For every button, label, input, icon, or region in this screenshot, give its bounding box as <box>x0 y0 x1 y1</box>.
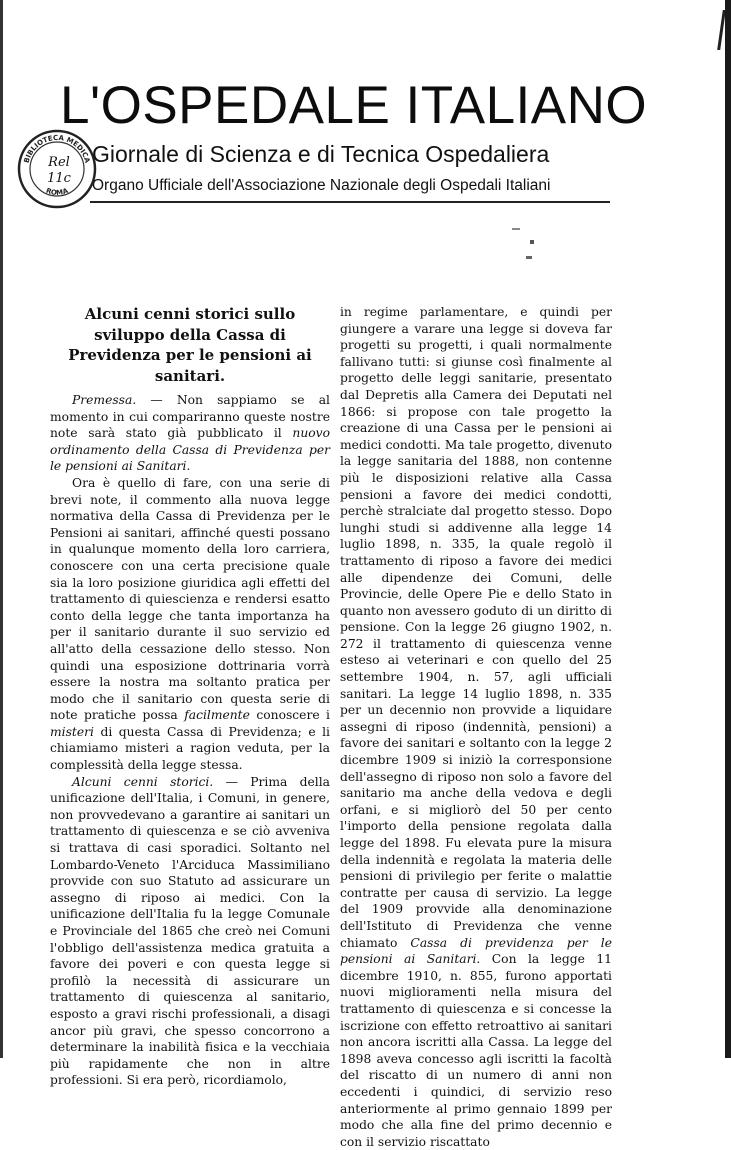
journal-title: L'OSPEDALE ITALIANO <box>60 76 648 135</box>
masthead <box>0 0 731 220</box>
journal-subtitle: Giornale di Scienza e di Tecnica Ospedaliera <box>92 141 550 167</box>
article-column-left <box>50 392 330 1089</box>
library-stamp-icon <box>16 128 98 210</box>
intro-text: Ora è quello di fare, con una serie di brevi note, il commento alla nuova legge normativa della Cassa di Previdenza per le Pensioni ai sanitari, affinché questi possano in qualunque momento della loro carriera, conoscere con una certa precisione quale sia la loro posizione giuridica agli effetti del trattamento di quiescienza e rendersi esatto conto della legge che tanta importanza ha per il sanitario durante il suo servizio ed all'atto della cessazione dello stesso. Non quindi una esposizione dottrinaria vorrà essere la nostra ma soltanto pratica per modo che il sanitario con questa serie di note pratiche possa <box>50 475 330 723</box>
cenni-text: — Prima della unificazione dell'Italia, i Comuni, in genere, non provvedevano a garantire ai sanitari un trattamento di quiescenza e se ciò avveniva si trattava di casi sporadici. Soltanto nel Lombardo-Veneto l'Arciduca Massimiliano provvide con suo Statuto ad assicurare un assegno di riposo ai medici. Con la unificazione dell'Italia fu la legge Comunale e Provinciale del 1865 che creò nei Comuni l'obbligo dell'assistenza medica gratuita a favore dei poveri e con questa legge si profilò la necessità di assicurare un trattamento di quiescenza al sanitario, esposto a gravi rischi professionali, a disagi ancor più gravi, che spesso concorrono a determinare la inabilità fisica e la vecchiaia più rapidamente che non in altre professioni. Si era però, ricordiamolo, <box>50 774 330 1088</box>
masthead-rule <box>90 201 610 203</box>
paragraph-continued <box>340 304 612 1150</box>
premessa-text: — Non sappiamo se al momento in cui compariranno queste nostre note sarà stato già pubblicato il <box>50 393 330 441</box>
paragraph-premessa <box>50 392 330 475</box>
paragraph-intro <box>50 475 330 774</box>
scan-speck <box>512 228 520 230</box>
intro-end: di questa Cassa di Previdenza; e li chiamiamo misteri a ragion veduta, per la complessità della legge stessa. <box>50 724 330 773</box>
library-stamp <box>16 128 98 210</box>
intro-italic-2: misteri <box>50 724 94 739</box>
stamp-city: ROMA <box>44 186 70 198</box>
intro-mid: conoscere i <box>249 708 330 723</box>
continued-end: Con la legge 11 dicembre 1910, n. 855, furono apportati nuovi miglioramenti nella misura del trattamento di quiescenza e si concesse la iscrizione con effetto retroattivo ai sanitari non ancora iscritti alla Cassa. La legge del 1898 aveva concesso agli iscritti la facoltà del riscatto di un numero di anni non eccedenti i quindici, di servizio reso anteriormente al primo gennaio 1899 per modo che alla fine del primo decennio e con il servizio riscattato <box>340 952 612 1149</box>
scan-speck <box>526 256 532 259</box>
svg-text:ROMA <box>45 186 70 197</box>
stamp-shelfmark-2: 11c <box>47 171 71 186</box>
paragraph-cenni <box>50 774 330 1089</box>
stamp-label: BIBLIOTECA MEDICA <box>22 133 92 164</box>
premessa-label: Premessa. <box>72 393 137 407</box>
continued-italic: Cassa di previdenza per le pensioni ai Sanitari. <box>340 935 612 967</box>
premessa-italic: nuovo ordinamento della Cassa di Previdenza per le pensioni ai Sanitari. <box>50 426 330 474</box>
scan-speck <box>530 240 534 244</box>
article-column-right <box>340 304 612 1150</box>
article-title: Alcuni cenni storici sullo sviluppo della Cassa di Previdenza per le pensioni ai sanitari. <box>68 305 312 385</box>
intro-italic-1: facilmente <box>184 708 250 723</box>
continued-text: in regime parlamentare, e quindi per giungere a varare una legge si doveva far progetti su progetti, i quali normalmente fallivano tutti: si giunse così finalmente al progetto delle leggi sanitarie, presentato dal Depretis alla Camera dei Deputati nel 1866: si propose con tale progetto la creazione di una Cassa per le pensioni ai medici condotti. Ma tale progetto, divenuto la legge sanitaria del 1888, non contenne più le disposizioni relative alla Cassa pensioni a favore dei medici condotti, perchè stralciate dal progetto stesso. Dopo lunghi studi si addivenne alla legge 14 luglio 1898, n. 335, la quale regolò il trattamento di riposo a favore dei medici alle dipendenze dei Comuni, delle Provincie, delle Opere Pie e dello Stato in quanto non avessero goduto di un diritto di pensione. Con la legge 26 giugno 1902, n. 272 il trattamento di quiescenza venne esteso ai veterinari e con quello del 25 settembre 1904, n. 57, agli ufficiali sanitari. La legge 14 luglio 1898, n. 335 per un decennio non provvide a liquidare assegni di riposo (indennità, pensioni) a favore dei sanitari e soltanto con la legge 2 dicembre 1909 si iniziò la corresponsione dell'assegno di riposo non solo a favore del sanitario ma anche della vedova e degli orfani, e si migliorò del 50 per cento l'importo della pensione regolata dalla legge del 1898. Fu elevata pure la misura della indennità e regolata la materia delle pensioni di privilegio per ferite o malattie contratte per causa di servizio. La legge del 1909 provvide alla denominazione dell'Istituto di Previdenza che venne chiamato <box>340 305 612 950</box>
stamp-shelfmark-1: Rel <box>48 155 70 170</box>
journal-organ-line: Organo Ufficiale dell'Associazione Nazionale degli Ospedali Italiani <box>92 177 551 194</box>
cenni-label: Alcuni cenni storici. <box>72 774 214 789</box>
